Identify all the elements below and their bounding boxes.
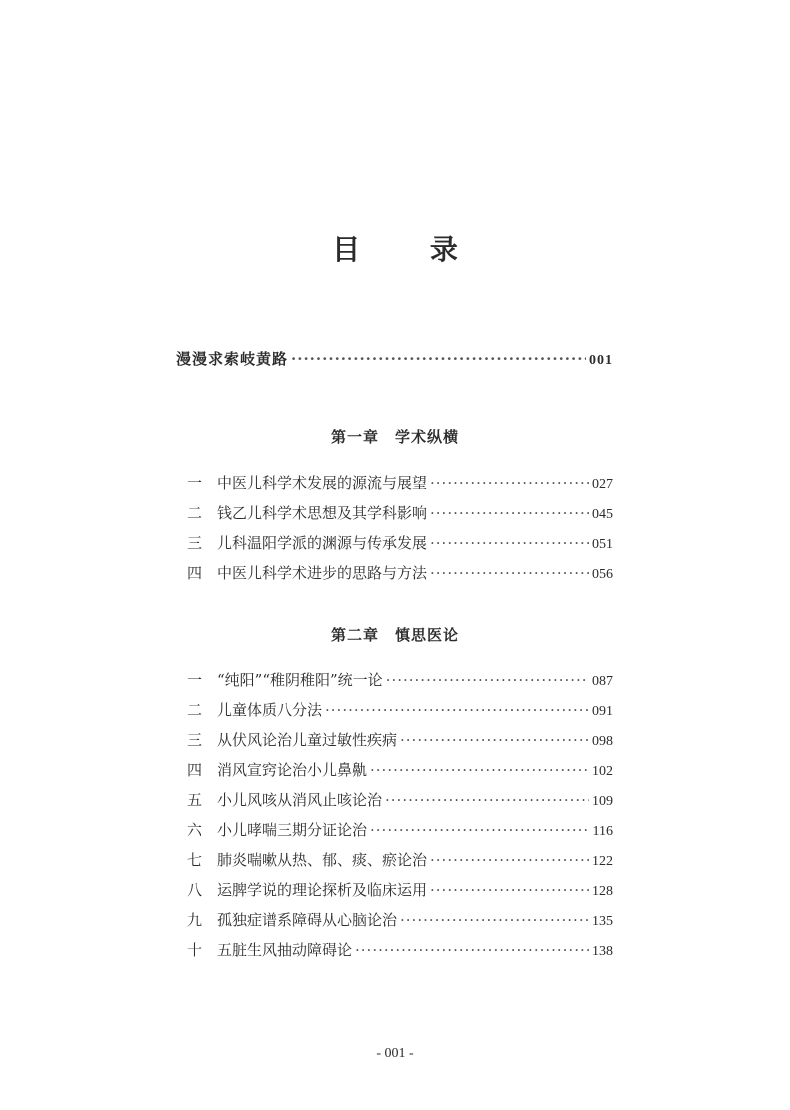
toc-entry-text: 儿科温阳学派的渊源与传承发展	[217, 534, 428, 552]
toc-page-number: 027	[592, 477, 613, 492]
toc-entry-number: 七	[187, 851, 203, 869]
dot-leader	[291, 350, 586, 368]
toc-page-number: 122	[592, 854, 613, 869]
dot-leader	[430, 474, 589, 492]
toc-page-number: 116	[592, 824, 613, 839]
dot-leader	[385, 791, 589, 809]
footer-page-number: - 001 -	[376, 1046, 414, 1061]
chapter-heading: 第一章 学术纵横	[330, 428, 459, 446]
toc-entry-number: 四	[187, 564, 203, 582]
toc-entry-text: “纯阳”“稚阴稚阳”统一论	[217, 671, 383, 689]
toc-entry	[187, 729, 613, 750]
toc-page-number: 045	[592, 507, 613, 522]
toc-prologue	[176, 348, 613, 369]
toc-entry	[187, 789, 613, 810]
dot-leader	[325, 701, 589, 719]
toc-page-number: 128	[592, 884, 613, 899]
toc-page-number: 109	[592, 794, 613, 809]
dot-leader	[370, 761, 589, 779]
toc-entry-text: 漫漫求索岐黄路	[176, 350, 289, 368]
dot-leader	[400, 731, 589, 749]
toc-entry-number: 六	[187, 821, 203, 839]
toc-entry-text: 小儿哮喘三期分证论治	[217, 821, 368, 839]
dot-leader	[430, 564, 589, 582]
toc-entry	[187, 472, 613, 493]
toc-page-number: 051	[592, 537, 613, 552]
toc-entry-number: 一	[187, 671, 203, 689]
dot-leader	[430, 851, 589, 869]
chapter-heading: 第二章 慎思医论	[330, 626, 459, 644]
toc-entry	[187, 699, 613, 720]
toc-entry-number: 四	[187, 761, 203, 779]
toc-entry-number: 五	[187, 791, 203, 809]
toc-page-number: 091	[592, 704, 613, 719]
toc-entry-number: 八	[187, 881, 203, 899]
toc-entry-number: 十	[187, 941, 203, 959]
toc-entry-text: 从伏风论治儿童过敏性疾病	[217, 731, 398, 749]
dot-leader	[430, 504, 589, 522]
toc-entry	[187, 939, 613, 960]
toc-page-number: 098	[592, 734, 613, 749]
toc-entry	[187, 502, 613, 523]
dot-leader	[430, 534, 589, 552]
toc-entry-number: 三	[187, 731, 203, 749]
dot-leader	[355, 941, 589, 959]
toc-entry	[187, 849, 613, 870]
toc-page-number: 138	[592, 944, 613, 959]
toc-entry-text: 中医儿科学术进步的思路与方法	[217, 564, 428, 582]
toc-entry-text: 孤独症谱系障碍从心脑论治	[217, 911, 398, 929]
toc-entry	[187, 909, 613, 930]
toc-entry-text: 五脏生风抽动障碍论	[217, 941, 353, 959]
dot-leader	[370, 821, 590, 839]
dot-leader	[386, 671, 589, 689]
toc-entry-number: 三	[187, 534, 203, 552]
dot-leader	[400, 911, 589, 929]
toc-entry-text: 中医儿科学术发展的源流与展望	[217, 474, 428, 492]
toc-entry	[187, 562, 613, 583]
toc-entry-text: 儿童体质八分法	[217, 701, 323, 719]
toc-entry	[187, 819, 613, 840]
toc-page-number: 102	[592, 764, 613, 779]
toc-entry	[187, 669, 613, 690]
toc-entry-number: 二	[187, 701, 203, 719]
dot-leader	[430, 881, 589, 899]
toc-page-number: 135	[592, 914, 613, 929]
toc-entry-number: 一	[187, 474, 203, 492]
toc-entry-text: 小儿风咳从消风止咳论治	[217, 791, 383, 809]
toc-page-number: 001	[589, 353, 613, 368]
toc-entry-number: 二	[187, 504, 203, 522]
toc-page-number: 056	[592, 567, 613, 582]
toc-entry-text: 钱乙儿科学术思想及其学科影响	[217, 504, 428, 522]
toc-entry	[187, 759, 613, 780]
toc-entry-text: 肺炎喘嗽从热、郁、痰、瘀论治	[217, 851, 428, 869]
toc-entry	[187, 879, 613, 900]
toc-entry-number: 九	[187, 911, 203, 929]
page-title: 目 录	[332, 233, 488, 266]
toc-page-number: 087	[592, 674, 613, 689]
toc-entry	[187, 532, 613, 553]
toc-entry-text: 运脾学说的理论探析及临床运用	[217, 881, 428, 899]
toc-entry-text: 消风宣窍论治小儿鼻鼽	[217, 761, 368, 779]
